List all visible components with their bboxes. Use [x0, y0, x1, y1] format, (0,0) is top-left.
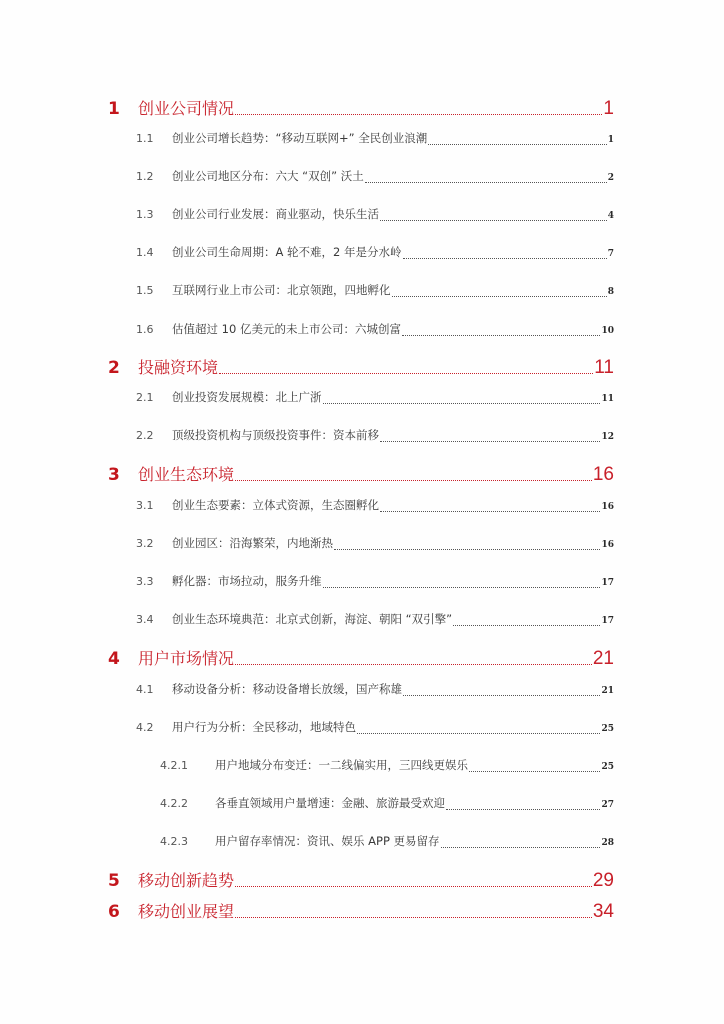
- toc-title: 创业园区：沿海繁荣，内地渐热: [172, 536, 333, 550]
- toc-title: 移动创业展望: [138, 902, 235, 921]
- toc-number: 2: [108, 358, 120, 378]
- toc-title: 孵化器：市场拉动，服务升维: [172, 574, 322, 588]
- dot-leader: [357, 723, 600, 734]
- dot-leader: [235, 646, 592, 665]
- toc-chapter-6[interactable]: [108, 899, 614, 923]
- toc-number: 1: [108, 99, 120, 119]
- toc-page-number: 29: [592, 870, 614, 891]
- toc-number: 3: [108, 465, 120, 485]
- toc-title: 各垂直领域用户量增速：金融、旅游最受欢迎: [215, 796, 445, 810]
- dot-leader: [235, 96, 602, 115]
- dot-leader: [380, 431, 600, 442]
- toc-page-number: 34: [592, 901, 614, 922]
- toc-title: 创业公司地区分布：六大 “双创” 沃土: [172, 169, 364, 183]
- toc-page-number: 17: [601, 616, 614, 626]
- toc-page-number: 12: [601, 432, 614, 442]
- toc-section-4-1[interactable]: [136, 681, 614, 699]
- toc-number: 6: [108, 902, 120, 922]
- dot-leader: [334, 539, 600, 550]
- toc-section-3-1[interactable]: [136, 497, 614, 515]
- dot-leader: [219, 355, 593, 374]
- toc-page-number: 21: [592, 648, 614, 669]
- toc-page-number: 16: [601, 502, 614, 512]
- toc-chapter-3[interactable]: [108, 462, 614, 486]
- dot-leader: [323, 393, 601, 404]
- toc-section-2-1[interactable]: [136, 389, 614, 407]
- toc-number: 1.3: [136, 208, 154, 221]
- toc-title: 估值超过 10 亿美元的未上市公司：六城创富: [172, 322, 401, 336]
- toc-page-number: 4: [607, 211, 614, 221]
- toc-number: 3.1: [136, 499, 154, 512]
- toc-number: 1.4: [136, 246, 154, 259]
- toc-number: 3.4: [136, 613, 154, 626]
- toc-number: 3.3: [136, 575, 154, 588]
- toc-number: 4: [108, 649, 120, 669]
- toc-page-number: 10: [601, 326, 614, 336]
- toc-number: 4.1: [136, 683, 154, 696]
- toc-page-number: 1: [607, 135, 614, 145]
- toc-page-number: 21: [601, 686, 614, 696]
- dot-leader: [453, 615, 600, 626]
- toc-title: 投融资环境: [138, 358, 219, 377]
- toc-page-number: 7: [607, 249, 614, 259]
- toc-number: 5: [108, 871, 120, 891]
- toc-number: 2.1: [136, 391, 154, 404]
- toc-title: 创业公司行业发展：商业驱动，快乐生活: [172, 207, 379, 221]
- toc-page-number: 11: [601, 394, 614, 404]
- dot-leader: [365, 172, 607, 183]
- toc-title: 用户留存率情况：资讯、娱乐 APP 更易留存: [215, 834, 440, 848]
- toc-number: 1.5: [136, 284, 154, 297]
- toc-title: 顶级投资机构与顶级投资事件：资本前移: [172, 428, 379, 442]
- toc-chapter-1[interactable]: [108, 96, 614, 120]
- toc-page-number: 11: [594, 357, 614, 378]
- toc-section-4-2[interactable]: [136, 719, 614, 737]
- toc-title: 创业生态环境典范：北京式创新，海淀、朝阳 “双引擎”: [172, 612, 453, 626]
- dot-leader: [428, 134, 607, 145]
- toc-subsection-4-2-1[interactable]: [160, 757, 614, 775]
- toc-section-1-2[interactable]: [136, 168, 614, 186]
- toc-number: 4.2: [136, 721, 154, 734]
- toc-title: 创业生态环境: [138, 465, 235, 484]
- toc-chapter-5[interactable]: [108, 868, 614, 892]
- toc-section-1-4[interactable]: [136, 244, 614, 262]
- toc-subsection-4-2-2[interactable]: [160, 795, 614, 813]
- toc-number: 4.2.1: [160, 759, 188, 772]
- dot-leader: [403, 248, 607, 259]
- toc-section-1-5[interactable]: [136, 282, 614, 300]
- toc-section-3-2[interactable]: [136, 535, 614, 553]
- toc-title: 互联网行业上市公司：北京领跑，四地孵化: [172, 283, 391, 297]
- toc-section-1-3[interactable]: [136, 206, 614, 224]
- toc-page-number: 25: [601, 762, 614, 772]
- toc-page-number: 27: [601, 800, 614, 810]
- toc-chapter-4[interactable]: [108, 646, 614, 670]
- dot-leader: [403, 685, 600, 696]
- toc-page-number: 1: [603, 98, 614, 119]
- toc-number: 1.6: [136, 323, 154, 336]
- toc-number: 3.2: [136, 537, 154, 550]
- toc-section-1-6[interactable]: [136, 321, 614, 339]
- toc-title: 创业生态要素：立体式资源，生态圈孵化: [172, 498, 379, 512]
- dot-leader: [380, 501, 600, 512]
- toc-page-number: 28: [601, 838, 614, 848]
- toc-title: 移动设备分析：移动设备增长放缓，国产称雄: [172, 682, 402, 696]
- dot-leader: [235, 868, 592, 887]
- toc-title: 创业公司情况: [138, 99, 235, 118]
- toc-title: 创业公司生命周期：A 轮不难，2 年是分水岭: [172, 245, 402, 259]
- toc-title: 用户地域分布变迁：一二线偏实用，三四线更娱乐: [215, 758, 468, 772]
- toc-page-number: 8: [607, 287, 614, 297]
- toc-section-1-1[interactable]: [136, 130, 614, 148]
- toc-number: 1.2: [136, 170, 154, 183]
- toc-title: 用户市场情况: [138, 649, 235, 668]
- toc-page-number: 2: [607, 173, 614, 183]
- toc-page-number: 16: [601, 540, 614, 550]
- toc-title: 创业投资发展规模：北上广浙: [172, 390, 322, 404]
- dot-leader: [323, 577, 601, 588]
- dot-leader: [402, 325, 601, 336]
- toc-page-number: 25: [601, 724, 614, 734]
- toc-page-number: 16: [592, 464, 614, 485]
- toc-chapter-2[interactable]: [108, 355, 614, 379]
- dot-leader: [380, 210, 607, 221]
- toc-section-3-4[interactable]: [136, 611, 614, 629]
- toc-number: 4.2.3: [160, 835, 188, 848]
- toc-number: 4.2.2: [160, 797, 188, 810]
- dot-leader: [235, 462, 592, 481]
- dot-leader: [235, 899, 592, 918]
- dot-leader: [469, 761, 600, 772]
- dot-leader: [441, 837, 601, 848]
- toc-page-number: 17: [601, 578, 614, 588]
- toc-subsection-4-2-3[interactable]: [160, 833, 614, 851]
- toc-title: 用户行为分析：全民移动，地域特色: [172, 720, 356, 734]
- toc-section-2-2[interactable]: [136, 427, 614, 445]
- toc-number: 2.2: [136, 429, 154, 442]
- dot-leader: [446, 799, 600, 810]
- toc-section-3-3[interactable]: [136, 573, 614, 591]
- toc-title: 创业公司增长趋势：“移动互联网+” 全民创业浪潮: [172, 131, 428, 145]
- toc-title: 移动创新趋势: [138, 871, 235, 890]
- dot-leader: [392, 286, 607, 297]
- toc-number: 1.1: [136, 132, 154, 145]
